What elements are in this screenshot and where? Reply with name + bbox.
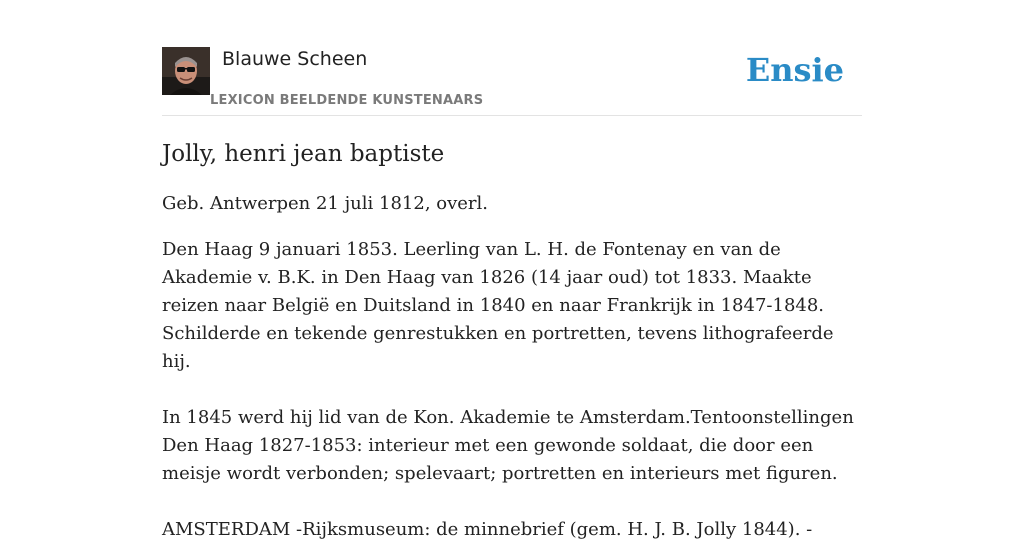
- article-lead: Geb. Antwerpen 21 juli 1812, overl.: [162, 193, 489, 214]
- section-label-link[interactable]: LEXICON BEELDENDE KUNSTENAARS: [210, 93, 484, 108]
- header: [162, 47, 862, 116]
- user-avatar-icon: [162, 47, 210, 95]
- article-paragraph-1: Den Haag 9 januari 1853. Leerling van L. H. de Fontenay en van de Akademie v. B.K. in Den Haag van 1826 (14 jaar oud) tot 1833. Maakte reizen naar België en Duitsland in 1840 en naar Frankrijk in 1847-1848. Schilderde en tekende genrestukken en portretten, tevens lithografeerde hij.: [162, 239, 834, 372]
- article-paragraph-2: In 1845 werd hij lid van de Kon. Akademie te Amsterdam.Tentoonstellingen Den Haag 1827-1853: interieur met een gewonde soldaat, die door een meisje wordt verbonden; spelevaart; portretten en interieurs met figuren.: [162, 407, 854, 484]
- author-name-link[interactable]: Blauwe Scheen: [222, 48, 368, 70]
- article-title: Jolly, henri jean baptiste: [162, 141, 445, 167]
- article: [162, 138, 862, 544]
- article-paragraph-3: AMSTERDAM -Rijksmuseum: de minnebrief (gem. H. J. B. Jolly 1844). -: [162, 519, 813, 540]
- ensie-logo[interactable]: Ensie: [745, 51, 844, 89]
- author-avatar[interactable]: [162, 47, 210, 95]
